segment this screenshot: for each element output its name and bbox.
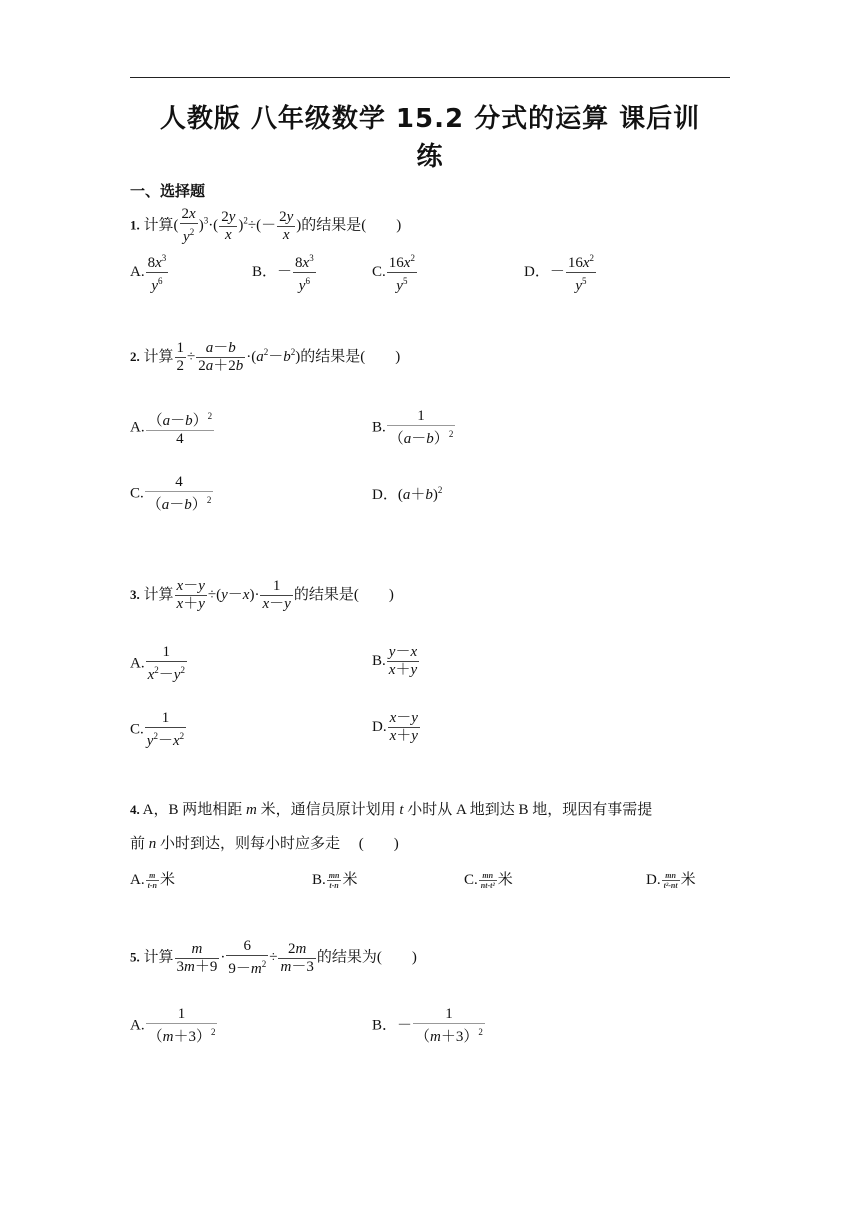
- question-number: 2.: [130, 348, 140, 364]
- question-4-line-2: 前 n 小时到达，则每小时应多走 ( ): [130, 836, 399, 852]
- question-1: 1. 计算( $\frac{2x}{y^2}$ )$^3$·( $\frac{2y}{x}$ )$^2$÷(－ $\frac{2y}{x}$ )的结果是( ): [130, 206, 402, 245]
- q4-option-b[interactable]: B. $\frac{mn}{t-n}$ 米: [312, 871, 358, 891]
- q4-option-a[interactable]: A. $\frac{m}{t-n}$ 米: [130, 871, 175, 891]
- title-line-2: 练: [416, 142, 444, 172]
- question-2: 2. 计算 $\frac{1}{2}$ ÷ $\frac{a-b}{2a+2b}$ $\cdot(a^2-b^2)$的结果是( ): [130, 340, 401, 374]
- question-text: 的结果为( ): [316, 949, 417, 966]
- q4-option-c[interactable]: C. $\frac{mn}{\text{nt-t²}}$ 米: [464, 871, 513, 891]
- question-3: 3. 计算 $\frac{x-y}{x+y}$ ÷(y－x)· $\frac{1}{x-y}$ 的结果是( ): [130, 578, 394, 612]
- question-number: 1.: [130, 217, 140, 233]
- q3-option-c[interactable]: C. $\frac{1}{y^2-x^2}$: [130, 710, 185, 749]
- question-text: 的结果是( ): [301, 217, 402, 234]
- question-text: 计算: [143, 217, 174, 234]
- q2-option-d[interactable]: D．$(a+b)^2$: [372, 485, 443, 503]
- q2-option-b[interactable]: B. $\frac{1}{(a-b)^2}$: [372, 408, 454, 447]
- q2-option-c[interactable]: C. $\frac{4}{(a-b)^2}$: [130, 474, 212, 513]
- question-text: 计算: [143, 586, 174, 603]
- question-5: 5. 计算 $\frac{m}{3m+9}$ · $\frac{6}{9-m^2}$ ÷ $\frac{2m}{m-3}$ 的结果为( ): [130, 938, 417, 977]
- header-rule: [130, 77, 730, 78]
- question-number: 5.: [130, 949, 140, 965]
- question-text: 计算: [143, 949, 174, 966]
- question-4-line-1: 4. A，B 两地相距 m 米，通信员原计划用 t 小时从 A 地到达 B 地，现因有事需提: [130, 802, 653, 818]
- q2-option-a[interactable]: A. $\frac{(a-b)^2}{4}$: [130, 408, 215, 448]
- q1-option-c[interactable]: C. $\frac{16x^2}{y^5}$: [372, 250, 418, 295]
- q5-option-b[interactable]: B．－ $\frac{1}{(m+3)^2}$: [372, 1006, 483, 1045]
- section-heading: 一、选择题: [130, 182, 206, 200]
- question-number: 3.: [130, 586, 140, 602]
- q5-option-a[interactable]: A. $\frac{1}{(m+3)^2}$: [130, 1006, 216, 1045]
- q1-option-a[interactable]: A. $\frac{8x^3}{y^6}$: [130, 250, 169, 295]
- question-number: 4.: [130, 802, 140, 817]
- title-line-1: 人教版 八年级数学 15.2 分式的运算 课后训: [159, 104, 701, 134]
- question-text: 的结果是( ): [300, 348, 401, 365]
- q1-option-d[interactable]: D．－ $\frac{16x^2}{y^5}$: [524, 250, 597, 295]
- question-text: 计算: [143, 348, 174, 365]
- q1-option-b[interactable]: B．－ $\frac{8x^3}{y^6}$: [252, 250, 317, 295]
- q3-option-d[interactable]: D. $\frac{x-y}{x+y}$: [372, 710, 418, 744]
- question-text: 的结果是( ): [293, 586, 394, 603]
- page-title: [130, 100, 730, 176]
- q4-option-d[interactable]: D. $\frac{mn}{\text{t²-nt}}$ 米: [646, 871, 696, 891]
- q3-option-b[interactable]: B. $\frac{y-x}{x+y}$: [372, 644, 418, 678]
- q3-option-a[interactable]: A. $\frac{1}{x^2-y^2}$: [130, 644, 185, 683]
